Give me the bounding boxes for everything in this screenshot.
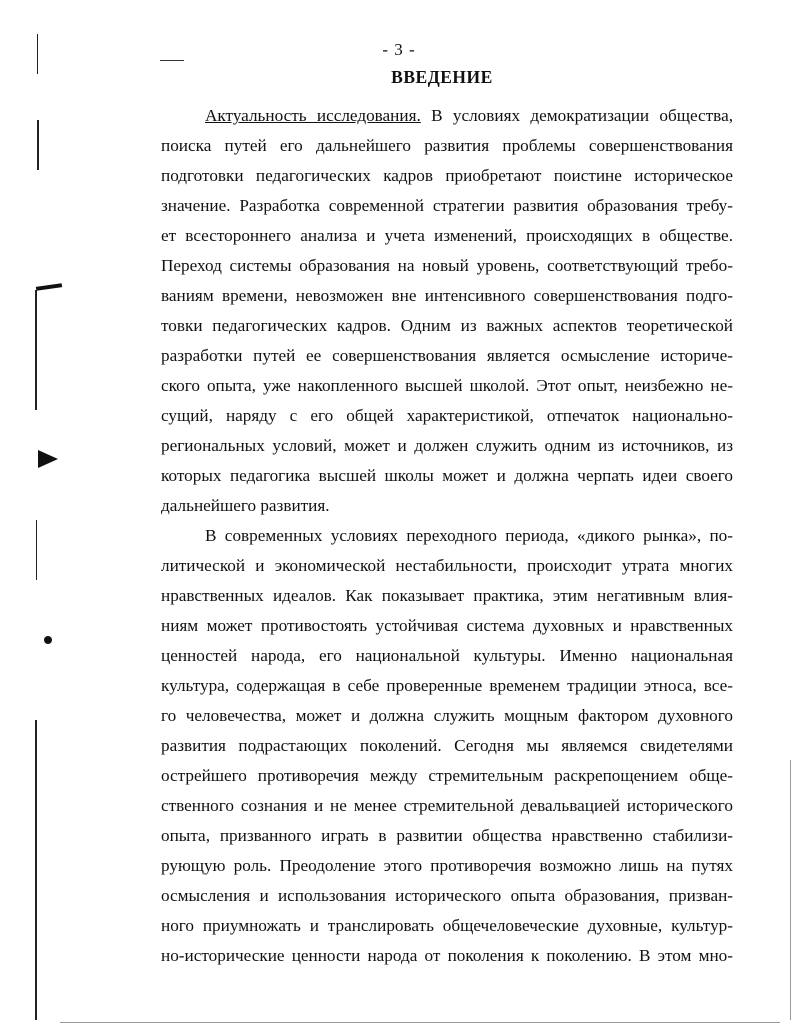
scan-artifact-blot	[38, 450, 58, 468]
scan-artifact-blot	[44, 636, 52, 644]
paragraph-line: которых педагогика высшей школы может и должна черпать идеи своего	[161, 466, 733, 485]
paragraph-line: Переход системы образования на новый уровень, соответствующий требо-	[161, 256, 733, 275]
scan-artifact-line	[36, 520, 37, 580]
scan-artifact-line	[37, 120, 39, 170]
scan-artifact-line	[35, 290, 37, 410]
paragraph-line: развития подрастающих поколений. Сегодня мы являемся свидетелями	[161, 736, 733, 755]
paragraph-line: сущий, наряду с его общей характеристикой, отпечаток национально-	[161, 406, 733, 425]
paragraph-line: культура, содержащая в себе проверенные временем традиции этноса, все-	[161, 676, 733, 695]
scan-artifact-line	[790, 760, 791, 1020]
paragraph-line: но-исторические ценности народа от поколения к поколению. В этом мно-	[161, 946, 733, 965]
paragraph-line: го человечества, может и должна служить мощным фактором духовного	[161, 706, 733, 725]
paragraph-line: В современных условиях переходного периода, «дикого рынка», по-	[205, 526, 733, 545]
paragraph-line: ниям может противостоять устойчивая система духовных и нравственных	[161, 616, 733, 635]
paragraph-line: литической и экономической нестабильности, происходит утрата многих	[161, 556, 733, 575]
paragraph-line: ет всестороннего анализа и учета изменений, происходящих в обществе.	[161, 226, 733, 245]
scan-artifact-line	[60, 1022, 780, 1023]
section-heading: Актуальность исследования.	[205, 106, 421, 125]
scan-artifact-blot	[36, 283, 62, 291]
paragraph-line: Актуальность исследования. В условиях демократизации общества,	[205, 106, 733, 125]
paragraph-line: острейшего противоречия между стремительным раскрепощением обще-	[161, 766, 733, 785]
paragraph-line: поиска путей его дальнейшего развития проблемы совершенствования	[161, 136, 733, 155]
paragraph-line: разработки путей ее совершенствования является осмысление историче-	[161, 346, 733, 365]
paragraph-line: дальнейшего развития.	[161, 496, 330, 515]
page-title: ВВЕДЕНИЕ	[391, 67, 493, 87]
scan-artifact-line	[35, 720, 37, 1020]
body-text	[161, 101, 733, 971]
paragraph-line: ского опыта, уже накопленного высшей школой. Этот опыт, неизбежно не-	[161, 376, 733, 395]
paragraph-line: товки педагогических кадров. Одним из важных аспектов теоретической	[161, 316, 733, 335]
paragraph-line: ного приумножать и транслировать общечеловеческие духовные, культур-	[161, 916, 733, 935]
paragraph-line: подготовки педагогических кадров приобретают поистине историческое	[161, 166, 733, 185]
paragraph-line: рующую роль. Преодоление этого противоречия возможно лишь на путях	[161, 856, 733, 875]
paragraph-line: значение. Разработка современной стратегии развития образования требу-	[161, 196, 733, 215]
paragraph-line: ственного сознания и не менее стремительной девальвацией исторического	[161, 796, 733, 815]
margin-dash	[160, 60, 184, 61]
paragraph-line: осмысления и использования исторического опыта образования, призван-	[161, 886, 733, 905]
page-number: - 3 -	[382, 40, 416, 59]
paragraph-line: опыта, призванного играть в развитии общества нравственно стабилизи-	[161, 826, 733, 845]
paragraph-line: нравственных идеалов. Как показывает практика, этим негативным влия-	[161, 586, 733, 605]
paragraph-line: ценностей народа, его национальной культуры. Именно национальная	[161, 646, 733, 665]
paragraph-line: ваниям времени, невозможен вне интенсивного совершенствования подго-	[161, 286, 733, 305]
paragraph-line: региональных условий, может и должен служить одним из источников, из	[161, 436, 733, 455]
